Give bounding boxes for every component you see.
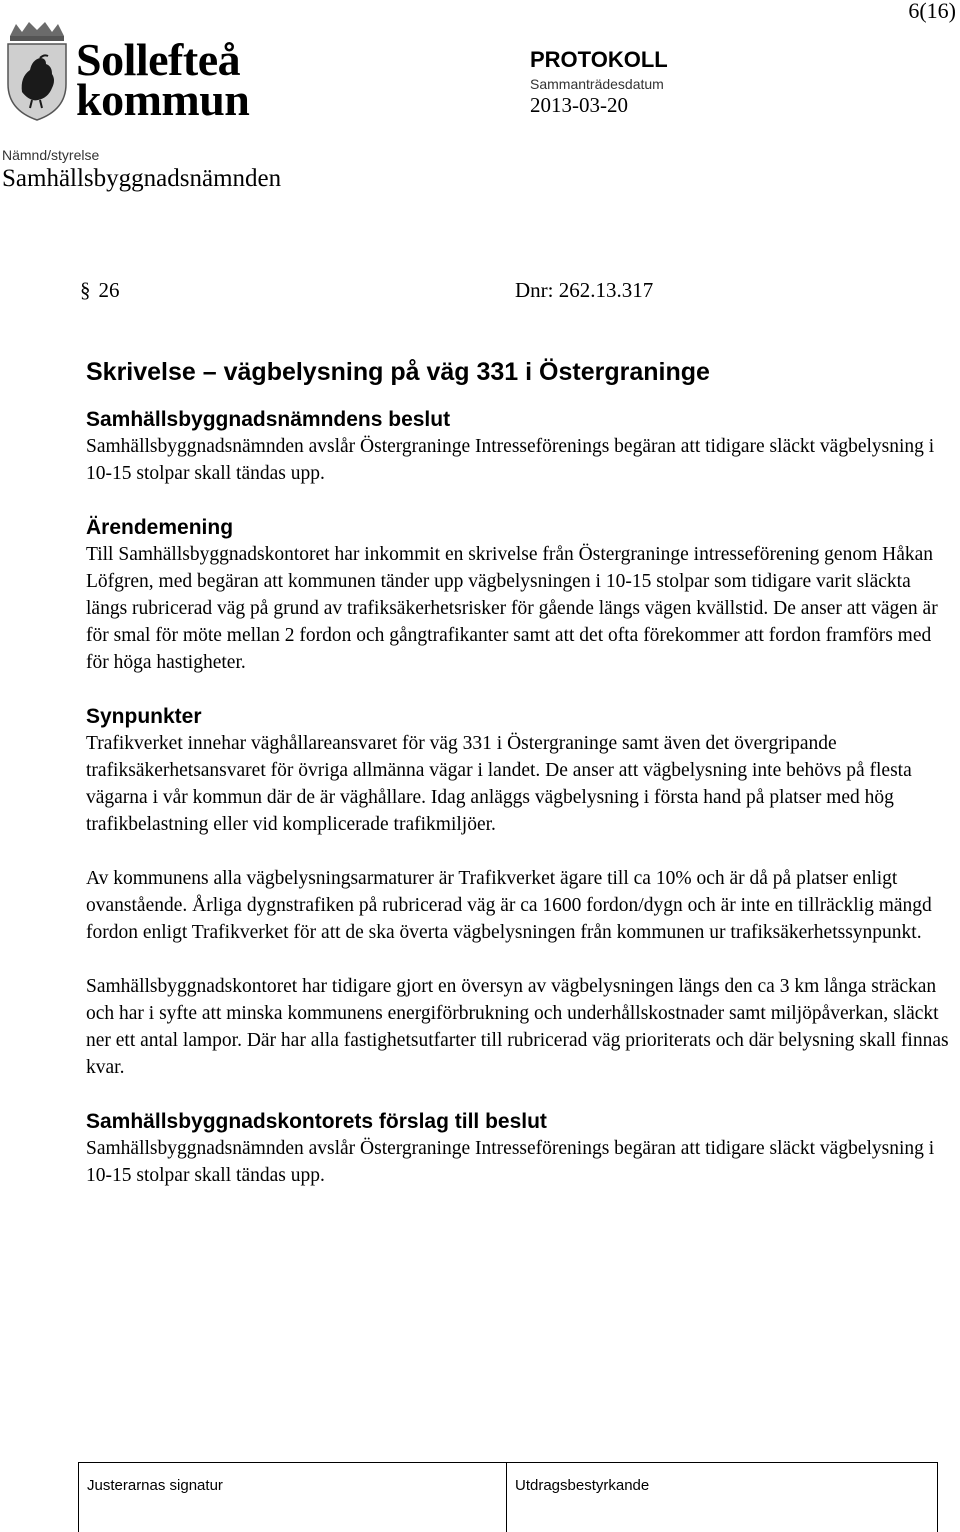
viewpoints-paragraph-2: Av kommunens alla vägbelysningsarmaturer är Trafikverket ägare till ca 10% och är då på platser enligt ovanstående. Årliga dygnstrafiken på rubricerad väg är ca 1600 fordon/dygn och är inte en tillräcklig mängd fordon enligt Trafikverket för att de ska överta vägbelysningen från kommunen ur trafiksäkerhetssynpunkt.	[86, 868, 932, 943]
organization-name-line1: Sollefteå	[76, 34, 241, 85]
certification-cell	[506, 1463, 938, 1532]
proposal-text: Samhällsbyggnadsnämnden avslår Östergraninge Intresseförenings begäran att tidigare släckt vägbelysning i 10-15 stolpar skall tändas upp.	[86, 1138, 935, 1186]
signature-cell	[78, 1463, 507, 1532]
meeting-date-label: Sammanträdesdatum	[530, 76, 664, 92]
diary-number: Dnr: 262.13.317	[515, 278, 654, 302]
signature-label: Justerarnas signatur	[87, 1477, 223, 1494]
case-description-heading: Ärendemening	[86, 516, 234, 539]
paragraph-line	[80, 278, 120, 303]
case-description-text: Till Samhällsbyggnadskontoret har inkommit en skrivelse från Östergraninge intresseförening genom Håkan Löfgren, med begäran att kommunen tänder upp vägbelysningen i 10-15 stolpar som tidigare varit släckta längs rubricerad väg på grund av trafiksäkerhetsrisker för gående längs vägen kvällstid. De anser att vägen är för smal för möte mellan 2 fordon och gångtrafikanter samt att det ofta förekommer att fordon framförs med för höga hastigheter.	[86, 544, 938, 673]
paragraph-number: 26	[98, 278, 120, 302]
signature-footer	[78, 1462, 938, 1532]
page-number: 6(16)	[908, 0, 956, 23]
organization-name	[76, 34, 250, 125]
decision-heading: Samhällsbyggnadsnämndens beslut	[86, 408, 451, 431]
meeting-date-value: 2013-03-20	[530, 93, 628, 117]
document-body	[86, 356, 956, 1189]
viewpoints-paragraph-3: Samhällsbyggnadskontoret har tidigare gjort en översyn av vägbelysningen längs den ca 3 km långa sträckan och har i syfte att minska kommunens energiförbrukning och underhållskostnader samt miljöpåverkan, släckt ner ett antal lampor. Där har alla fastighetsutfarter till rubricerad väg prioriterats och där belysning skall finnas kvar.	[86, 976, 949, 1078]
organization-name-line2: kommun	[76, 74, 250, 125]
decision-text: Samhällsbyggnadsnämnden avslår Östergraninge Intresseförenings begäran att tidigare släckt vägbelysning i 10-15 stolpar skall tändas upp.	[86, 436, 935, 484]
viewpoints-paragraph-1: Trafikverket innehar väghållareansvaret för väg 331 i Östergraninge samt även det övergripande trafiksäkerhetsansvaret för övriga allmänna vägar i landet. De anser att vägbelysning inte behövs på flesta vägarna i vår kommun där de är väghållare. Idag anläggs vägbelysning i första hand på platser med hög trafikbelastning eller vid komplicerade trafikmiljöer.	[86, 733, 912, 835]
document-type: PROTOKOLL	[530, 47, 668, 72]
paragraph-sign: §	[80, 278, 91, 302]
committee-label: Nämnd/styrelse	[2, 147, 100, 163]
proposal-heading: Samhällsbyggnadskontorets förslag till beslut	[86, 1110, 547, 1133]
certification-label: Utdragsbestyrkande	[515, 1477, 650, 1494]
committee-name: Samhällsbyggnadsnämnden	[2, 165, 282, 192]
coat-of-arms-logo	[2, 22, 72, 122]
document-title: Skrivelse – vägbelysning på väg 331 i Östergraninge	[86, 358, 710, 386]
viewpoints-heading: Synpunkter	[86, 705, 202, 728]
